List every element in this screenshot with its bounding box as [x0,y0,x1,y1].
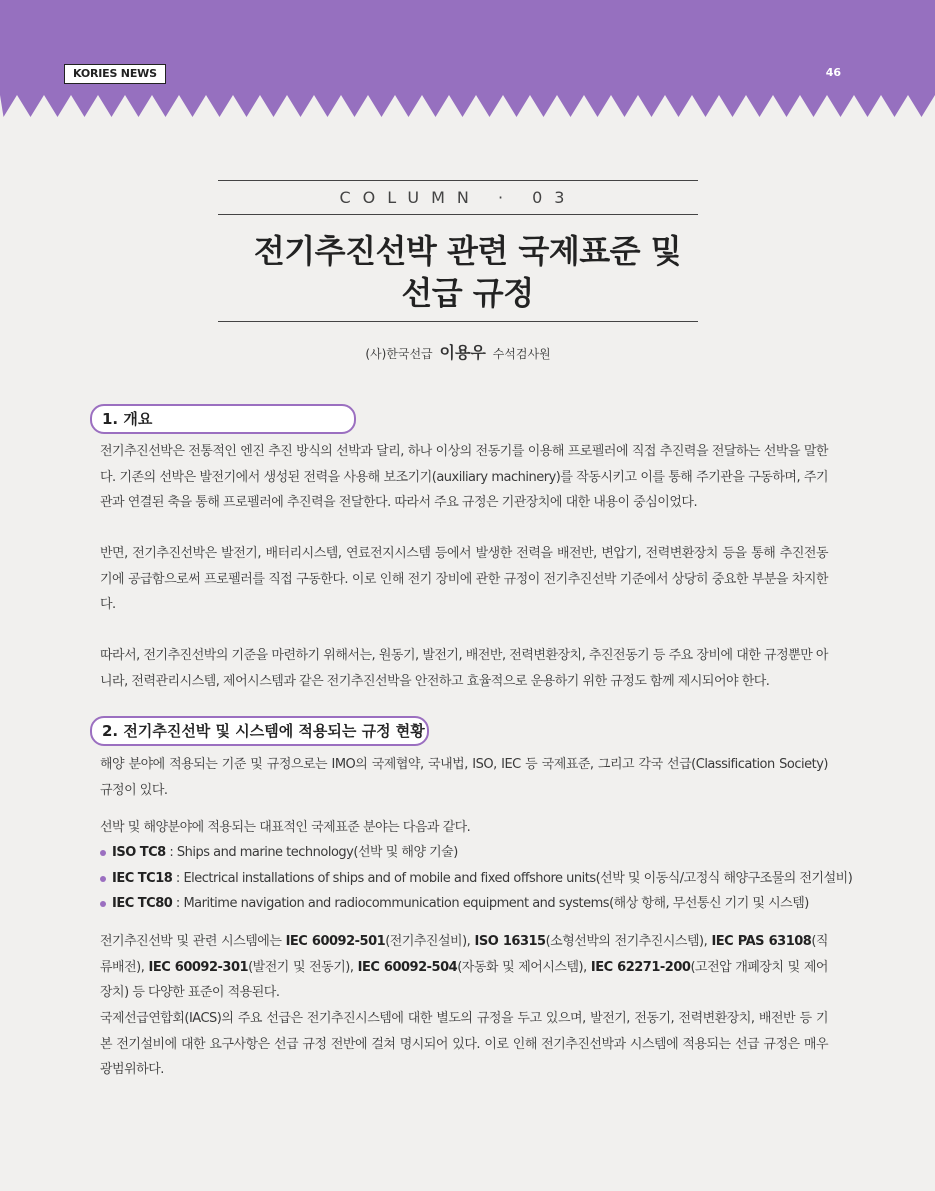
magazine-badge: KORIES NEWS [64,64,166,84]
divider-mid [218,214,698,215]
list-item [100,866,853,892]
standards-list [100,840,853,917]
standard-desc: : Electrical installations of ships and of mobile and fixed offshore units(선박 및 이동식/고정식 해양구조물의 전기설비) [172,870,853,886]
standard-code: IEC TC80 [112,896,173,911]
zigzag-banner [0,0,935,125]
section-2-heading: 2. 전기추진선박 및 시스템에 적용되는 규정 현황 [90,716,429,746]
list-item [100,840,828,866]
section-1-paragraph-2: 반면, 전기추진선박은 발전기, 배터리시스템, 연료전지시스템 등에서 발생한 전력을 배전반, 변압기, 전력변환장치 등을 통해 추진전동기에 공급함으로써 프로펠러를 직접 구동한다. 이로 인해 전기 장비에 관한 규정이 전기추진선박 기준에서 상당히 중요한 부분을 차지한다. [100,546,828,612]
section-2-paragraph-2: 선박 및 해양분야에 적용되는 대표적인 국제표준 분야는 다음과 같다. [100,820,471,835]
title-line-1: 전기추진선박 관련 국제표준 및 [253,232,682,270]
list-item [100,891,828,917]
standard-code: IEC TC18 [112,870,173,886]
section-1-paragraph-1: 전기추진선박은 전통적인 엔진 추진 방식의 선박과 달리, 하나 이상의 전동기를 이용해 프로펠러에 직접 추진력을 전달하는 선박을 말한다. 기존의 선박은 발전기에서 생성된 전력을 사용해 보조기기(auxiliary machinery)를 작동시키고 이를 통해 주기관을 구동하며, 주기관과 연결된 축을 통해 프로펠러에 추진력을 전달한다. 따라서 주요 규정은 기관장치에 대한 내용이 중심이었다. [100,444,828,510]
standard-code: ISO TC8 [112,845,166,860]
byline-role: 수석검사원 [492,347,551,361]
title-line-2: 선급 규정 [401,274,534,312]
byline [218,340,698,363]
divider-bottom [218,321,698,322]
standard-desc: : Ships and marine technology(선박 및 해양 기술) [165,845,458,860]
column-label: COLUMN · 03 [339,188,577,207]
header-band [0,0,935,125]
byline-org: (사)한국선급 [365,347,433,361]
section-2-paragraph-3: 전기추진선박 및 관련 시스템에는 IEC 60092-501(전기추진설비), ISO 16315(소형선박의 전기추진시스템), IEC PAS 63108(직류배전), IEC 60092-301(발전기 및 전동기), IEC 60092-504(자동화 및 제어시스템), IEC 62271-200(고전압 개폐장치 및 제어장치) 등 다양한 표준이 적용된다. [100,934,828,1000]
section-2-paragraph-1: 해양 분야에 적용되는 기준 및 규정으로는 IMO의 국제협약, 국내법, ISO, IEC 등 국제표준, 그리고 각국 선급(Classification Society) 규정이 있다. [100,757,828,798]
standard-desc: : Maritime navigation and radiocommunication equipment and systems(해상 항해, 무선통신 기기 및 시스템) [172,896,809,911]
section-1-paragraph-3: 따라서, 전기추진선박의 기준을 마련하기 위해서는, 원동기, 발전기, 배전반, 전력변환장치, 추진전동기 등 주요 장비에 대한 규정뿐만 아니라, 전력관리시스템, 제어시스템과 같은 전기추진선박을 안전하고 효율적으로 운용하기 위한 규정도 함께 제시되어야 한다. [100,648,828,689]
section-2-paragraph-4: 국제선급연합회(IACS)의 주요 선급은 전기추진시스템에 대한 별도의 규정을 두고 있으며, 발전기, 전동기, 전력변환장치, 배전반 등 기본 전기설비에 대한 요구사항은 선급 규정 전반에 걸쳐 명시되어 있다. 이로 인해 전기추진선박과 시스템에 적용되는 선급 규정은 매우 광범위하다. [100,1011,828,1077]
divider-top [218,180,698,181]
section-1-heading: 1. 개요 [90,404,356,434]
article-title [180,230,755,314]
page-number: 46 [825,66,841,79]
byline-name: 이용우 [439,343,486,362]
